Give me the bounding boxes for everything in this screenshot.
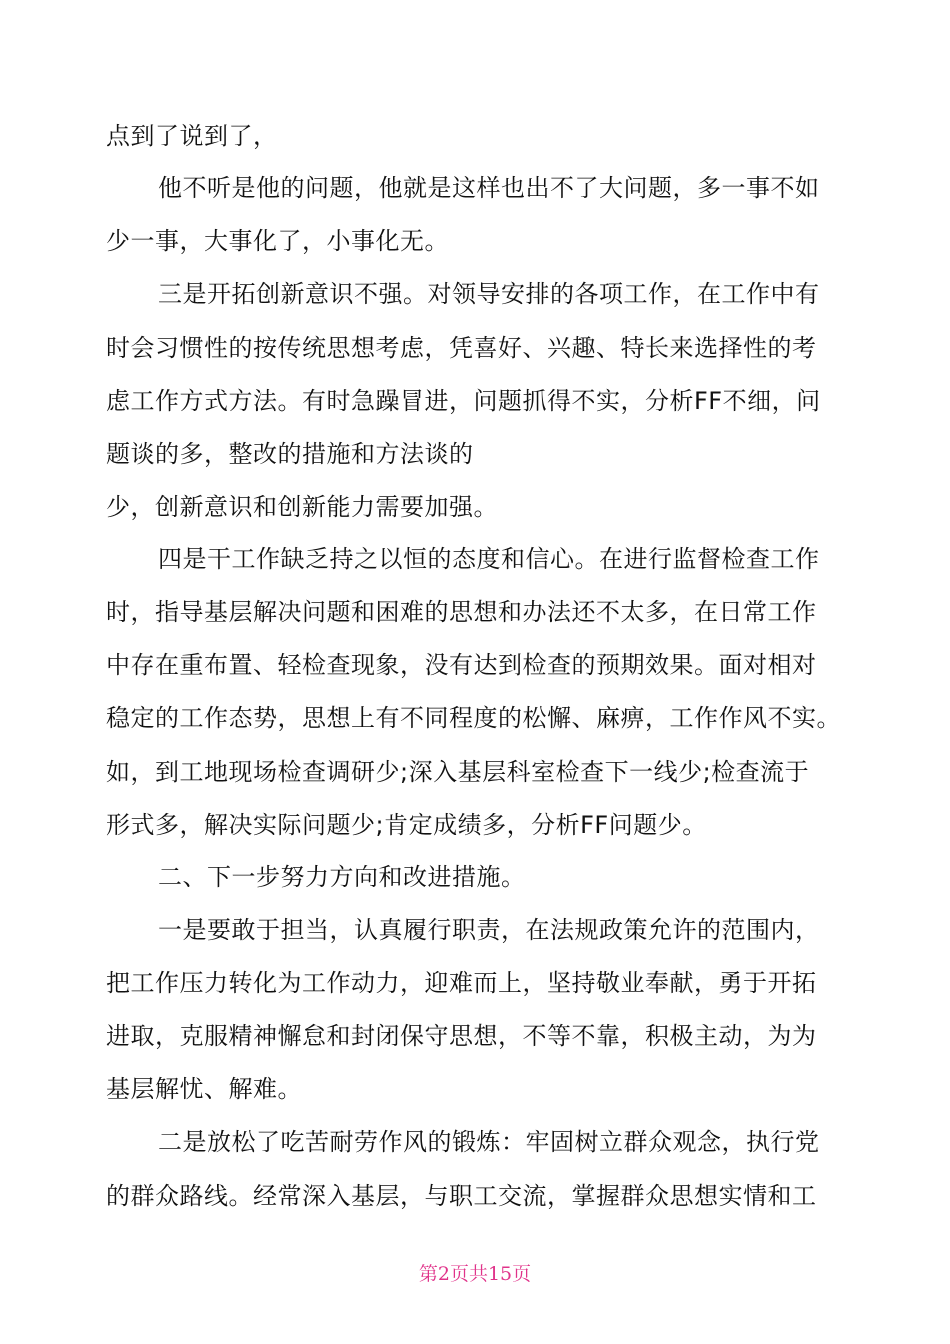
text-line: 把工作压力转化为工作动力，迎难而上，坚持敬业奉献，勇于开拓 bbox=[106, 969, 817, 997]
text-line: 的群众路线。经常深入基层，与职工交流，掌握群众思想实情和工 bbox=[106, 1182, 817, 1210]
text-line: 基层解忧、解难。 bbox=[106, 1075, 302, 1103]
text-line: 形式多，解决实际问题少;肯定成绩多，分析FF问题少。 bbox=[106, 811, 707, 839]
text-line: 虑工作方式方法。有时急躁冒进，问题抓得不实，分析FF不细，问 bbox=[106, 387, 821, 415]
text-line: 进取，克服精神懈怠和封闭保守思想，不等不靠，积极主动，为为 bbox=[106, 1022, 817, 1050]
page-number-footer: 第2页共15页 bbox=[418, 1263, 532, 1285]
paragraph-start: 三是开拓创新意识不强。对领导安排的各项工作，在工作中有 bbox=[158, 280, 820, 308]
paragraph-start: 他不听是他的问题，他就是这样也出不了大问题，多一事不如 bbox=[158, 174, 820, 202]
text-line: 中存在重布置、轻检查现象，没有达到检查的预期效果。面对相对 bbox=[106, 651, 817, 679]
text-line: 时会习惯性的按传统思想考虑，凭喜好、兴趣、特长来选择性的考 bbox=[106, 334, 817, 362]
section-heading: 二、下一步努力方向和改进措施。 bbox=[158, 863, 526, 891]
text-line: 少，创新意识和创新能力需要加强。 bbox=[106, 493, 498, 521]
text-line: 点到了说到了， bbox=[106, 122, 278, 150]
paragraph-start: 二是放松了吃苦耐劳作风的锻炼：牢固树立群众观念，执行党 bbox=[158, 1128, 820, 1156]
paragraph-start: 一是要敢于担当，认真履行职责，在法规政策允许的范围内， bbox=[158, 916, 820, 944]
paragraph-start: 四是干工作缺乏持之以恒的态度和信心。在进行监督检查工作 bbox=[158, 545, 820, 573]
text-line: 如，到工地现场检查调研少;深入基层科室检查下一线少;检查流于 bbox=[106, 758, 810, 786]
text-line: 时，指导基层解决问题和困难的思想和办法还不太多，在日常工作 bbox=[106, 598, 817, 626]
text-line: 题谈的多，整改的措施和方法谈的 bbox=[106, 440, 474, 468]
text-line: 稳定的工作态势，思想上有不同程度的松懈、麻痹，工作作风不实。 bbox=[106, 704, 841, 732]
text-line: 少一事，大事化了，小事化无。 bbox=[106, 227, 449, 255]
